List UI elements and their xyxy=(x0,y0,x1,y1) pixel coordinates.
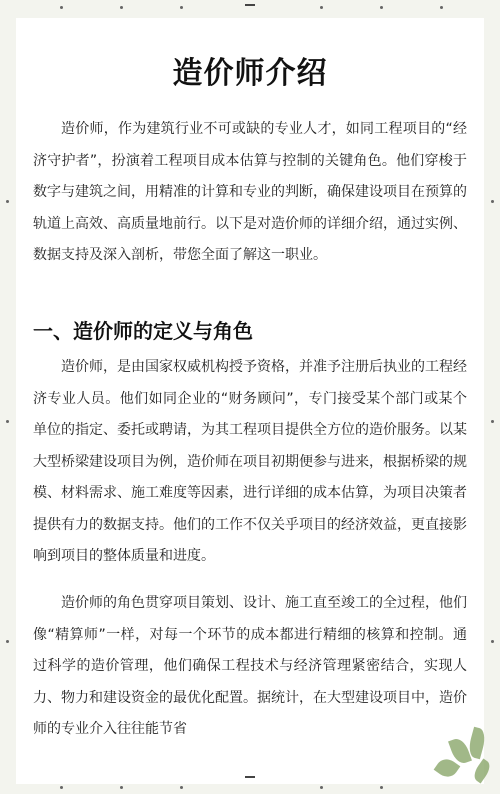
border-dot xyxy=(320,6,323,9)
border-dot xyxy=(6,200,9,203)
border-dot xyxy=(491,200,494,203)
section-paragraph-2: 造价师的角色贯穿项目策划、设计、施工直至竣工的全过程，他们像“精算师”一样，对每一个环节的成本都进行精细的核算和控制。通过科学的造价管理，他们确保工程技术与经济管理紧密结合，实现人力、物力和建设资金的最优化配置。据统计，在大型建设项目中，造价师的专业介入往往能节省 xyxy=(33,595,467,737)
border-dot xyxy=(6,420,9,423)
border-dot xyxy=(380,6,383,9)
section-paragraph-1: 造价师，是由国家权威机构授予资格，并准予注册后执业的工程经济专业人员。他们如同企业的“财务顾问”，专门接受某个部门或某个单位的指定、委托或聘请，为其工程项目提供全方位的造价服务。以某大型桥梁建设项目为例，造价师在项目初期便参与进来，根据桥梁的规模、材料需求、施工难度等因素，进行详细的成本估算，为项目决策者提供有力的数据支持。他们的工作不仅关乎项目的经济效益，更直接影响到项目的整体质量和进度。 xyxy=(33,359,467,564)
border-dot xyxy=(120,6,123,9)
border-dot xyxy=(6,640,9,643)
border-dot xyxy=(180,6,183,9)
border-dot xyxy=(60,6,63,9)
intro-paragraph: 造价师，作为建筑行业不可或缺的专业人才，如同工程项目的“经济守护者”，扮演着工程项目成本估算与控制的关键角色。他们穿梭于数字与建筑之间，用精准的计算和专业的判断，确保建设项目在预算的轨道上高效、高质量地前行。以下是对造价师的详细介绍，通过实例、数据支持及深入剖析，带您全面了解这一职业。 xyxy=(33,121,467,263)
border-dot xyxy=(60,786,63,789)
page-title: 造价师介绍 xyxy=(172,56,328,91)
border-dot xyxy=(491,640,494,643)
border-dot xyxy=(491,420,494,423)
border-dot xyxy=(180,786,183,789)
border-dot xyxy=(320,786,323,789)
bottom-divider-mark xyxy=(245,776,255,778)
border-dot xyxy=(440,6,443,9)
document-page xyxy=(16,18,484,784)
border-dot xyxy=(120,786,123,789)
top-divider-mark xyxy=(245,4,255,6)
border-dot xyxy=(380,786,383,789)
section-heading: 一、造价师的定义与角色 xyxy=(33,319,253,343)
